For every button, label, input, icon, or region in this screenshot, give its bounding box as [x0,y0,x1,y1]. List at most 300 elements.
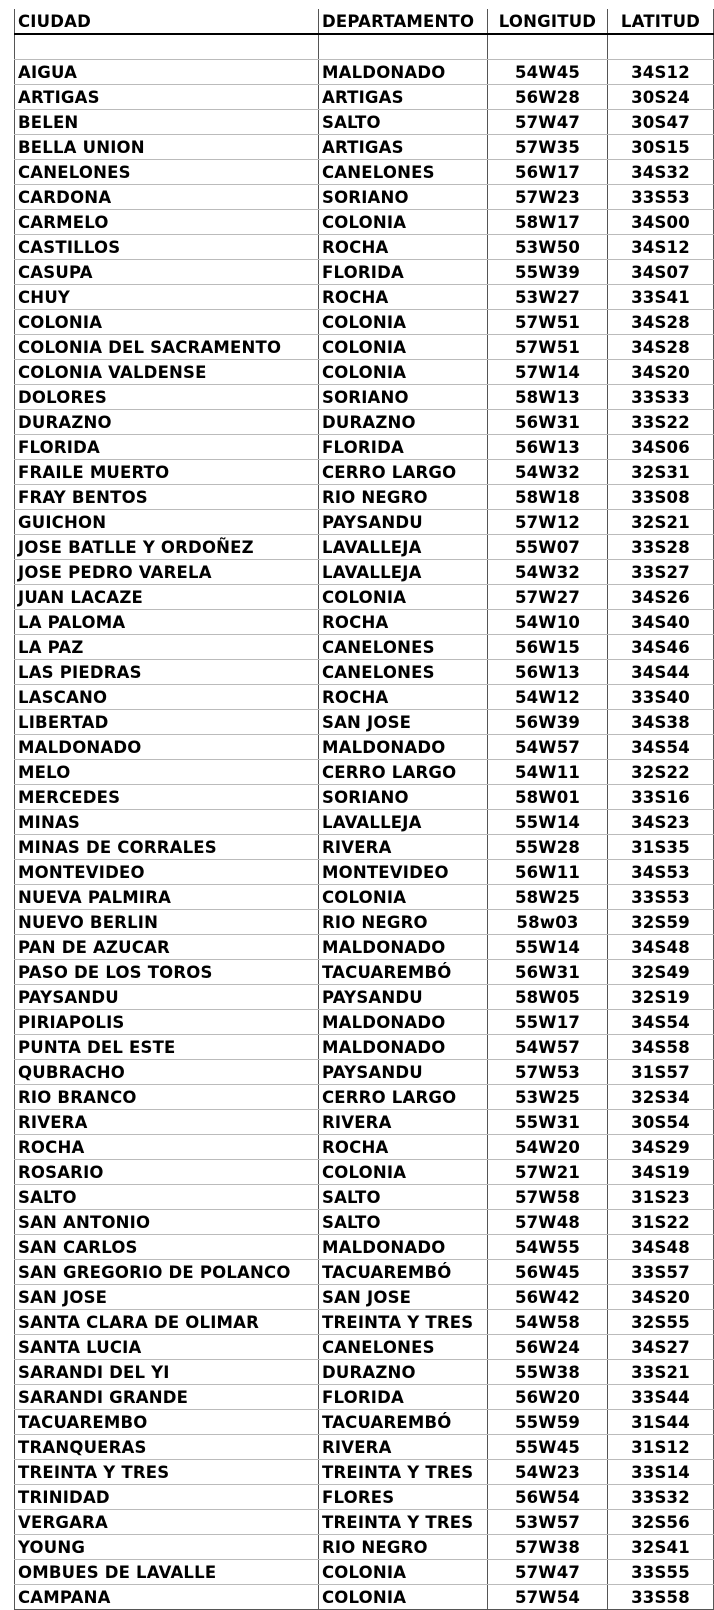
city-cell[interactable]: FLORIDA [15,435,319,460]
city-cell[interactable]: MERCEDES [15,785,319,810]
department-cell[interactable]: SORIANO [319,185,488,210]
department-cell[interactable]: FLORES [319,1485,488,1510]
city-cell[interactable]: LIBERTAD [15,710,319,735]
department-cell[interactable]: ROCHA [319,610,488,635]
latitude-cell[interactable]: 34S07 [608,260,714,285]
department-cell[interactable]: LAVALLEJA [319,535,488,560]
department-cell[interactable]: RIO NEGRO [319,485,488,510]
latitude-cell[interactable]: 30S47 [608,110,714,135]
department-cell[interactable]: COLONIA [319,885,488,910]
longitude-cell[interactable]: 55W39 [488,260,608,285]
latitude-cell[interactable]: 34S20 [608,1285,714,1310]
department-cell[interactable]: TACUAREMBÓ [319,1410,488,1435]
latitude-cell[interactable]: 32S49 [608,960,714,985]
blank-cell[interactable] [608,34,714,60]
longitude-cell[interactable]: 55W17 [488,1010,608,1035]
latitude-cell[interactable]: 33S27 [608,560,714,585]
latitude-cell[interactable]: 33S41 [608,285,714,310]
department-cell[interactable]: SALTO [319,1210,488,1235]
city-cell[interactable]: FRAILE MUERTO [15,460,319,485]
department-cell[interactable]: COLONIA [319,210,488,235]
latitude-cell[interactable]: 33S28 [608,535,714,560]
header-ciudad[interactable]: CIUDAD [15,9,319,34]
department-cell[interactable]: CANELONES [319,660,488,685]
table-row [15,110,714,135]
longitude-cell[interactable]: 55W14 [488,935,608,960]
longitude-cell[interactable]: 55W38 [488,1360,608,1385]
department-cell[interactable]: ROCHA [319,285,488,310]
longitude-cell[interactable]: 58W17 [488,210,608,235]
table-row [15,1460,714,1485]
city-cell[interactable]: PAYSANDU [15,985,319,1010]
longitude-cell[interactable]: 56W13 [488,435,608,460]
longitude-cell[interactable]: 57W51 [488,335,608,360]
longitude-cell[interactable]: 57W48 [488,1210,608,1235]
department-cell[interactable]: PAYSANDU [319,510,488,535]
department-cell[interactable]: LAVALLEJA [319,810,488,835]
longitude-cell[interactable]: 57W35 [488,135,608,160]
longitude-cell[interactable]: 58W05 [488,985,608,1010]
table-row [15,435,714,460]
department-cell[interactable]: SORIANO [319,785,488,810]
longitude-cell[interactable]: 55W28 [488,835,608,860]
latitude-cell[interactable]: 33S44 [608,1385,714,1410]
latitude-cell[interactable]: 32S41 [608,1535,714,1560]
longitude-cell[interactable]: 56W39 [488,710,608,735]
table-row [15,885,714,910]
department-cell[interactable]: ARTIGAS [319,135,488,160]
longitude-cell[interactable]: 57W38 [488,1535,608,1560]
department-cell[interactable]: FLORIDA [319,1385,488,1410]
longitude-cell[interactable]: 58W25 [488,885,608,910]
longitude-cell[interactable]: 54W55 [488,1235,608,1260]
city-cell[interactable]: MELO [15,760,319,785]
department-cell[interactable]: ROCHA [319,235,488,260]
latitude-cell[interactable]: 32S31 [608,460,714,485]
city-cell[interactable]: SAN GREGORIO DE POLANCO [15,1260,319,1285]
longitude-cell[interactable]: 54W12 [488,685,608,710]
table-row [15,210,714,235]
longitude-cell[interactable]: 57W51 [488,310,608,335]
header-longitud[interactable]: LONGITUD [488,9,608,34]
latitude-cell[interactable]: 30S24 [608,85,714,110]
table-row [15,135,714,160]
department-cell[interactable]: SAN JOSE [319,1285,488,1310]
department-cell[interactable]: CANELONES [319,635,488,660]
department-cell[interactable]: COLONIA [319,360,488,385]
latitude-cell[interactable]: 34S44 [608,660,714,685]
city-cell[interactable]: SALTO [15,1185,319,1210]
table-row [15,1485,714,1510]
city-cell[interactable]: TACUAREMBO [15,1410,319,1435]
longitude-cell[interactable]: 54W32 [488,560,608,585]
table-row [15,835,714,860]
longitude-cell[interactable]: 57W58 [488,1185,608,1210]
city-cell[interactable]: YOUNG [15,1535,319,1560]
department-cell[interactable]: MALDONADO [319,1035,488,1060]
latitude-cell[interactable]: 34S40 [608,610,714,635]
latitude-cell[interactable]: 34S48 [608,1235,714,1260]
longitude-cell[interactable]: 53W50 [488,235,608,260]
longitude-cell[interactable]: 57W54 [488,1585,608,1610]
department-cell[interactable]: MALDONADO [319,935,488,960]
city-cell[interactable]: PASO DE LOS TOROS [15,960,319,985]
department-cell[interactable]: TACUAREMBÓ [319,960,488,985]
latitude-cell[interactable]: 34S27 [608,1335,714,1360]
city-cell[interactable]: FRAY BENTOS [15,485,319,510]
latitude-cell[interactable]: 33S55 [608,1560,714,1585]
table-row [15,260,714,285]
table-row [15,1385,714,1410]
latitude-cell[interactable]: 31S22 [608,1210,714,1235]
latitude-cell[interactable]: 34S29 [608,1135,714,1160]
longitude-cell[interactable]: 56W15 [488,635,608,660]
table-row [15,1235,714,1260]
department-cell[interactable]: TREINTA Y TRES [319,1310,488,1335]
longitude-cell[interactable]: 55W59 [488,1410,608,1435]
longitude-cell[interactable]: 55W45 [488,1435,608,1460]
city-cell[interactable]: BELLA UNION [15,135,319,160]
longitude-cell[interactable]: 57W21 [488,1160,608,1185]
longitude-cell[interactable]: 54W57 [488,735,608,760]
longitude-cell[interactable]: 58W01 [488,785,608,810]
city-cell[interactable]: CASUPA [15,260,319,285]
city-cell[interactable]: DURAZNO [15,410,319,435]
department-cell[interactable]: DURAZNO [319,1360,488,1385]
department-cell[interactable]: MONTEVIDEO [319,860,488,885]
longitude-cell[interactable]: 54W45 [488,60,608,85]
blank-row [15,34,714,60]
longitude-cell[interactable]: 56W31 [488,960,608,985]
latitude-cell[interactable]: 34S23 [608,810,714,835]
longitude-cell[interactable]: 55W07 [488,535,608,560]
department-cell[interactable]: PAYSANDU [319,985,488,1010]
city-cell[interactable]: LA PAZ [15,635,319,660]
table-row [15,360,714,385]
longitude-cell[interactable]: 56W17 [488,160,608,185]
longitude-cell[interactable]: 53W57 [488,1510,608,1535]
latitude-cell[interactable]: 33S57 [608,1260,714,1285]
latitude-cell[interactable]: 32S59 [608,910,714,935]
department-cell[interactable]: RIVERA [319,1110,488,1135]
latitude-cell[interactable]: 33S33 [608,385,714,410]
latitude-cell[interactable]: 34S58 [608,1035,714,1060]
department-cell[interactable]: FLORIDA [319,435,488,460]
header-latitud[interactable]: LATITUD [608,9,714,34]
city-cell[interactable]: PIRIAPOLIS [15,1010,319,1035]
city-cell[interactable]: PUNTA DEL ESTE [15,1035,319,1060]
department-cell[interactable]: SORIANO [319,385,488,410]
latitude-cell[interactable]: 31S57 [608,1060,714,1085]
city-cell[interactable]: PAN DE AZUCAR [15,935,319,960]
city-cell[interactable]: MALDONADO [15,735,319,760]
latitude-cell[interactable]: 33S40 [608,685,714,710]
city-cell[interactable]: COLONIA DEL SACRAMENTO [15,335,319,360]
longitude-cell[interactable]: 55W14 [488,810,608,835]
department-cell[interactable]: MALDONADO [319,1235,488,1260]
city-cell[interactable]: JUAN LACAZE [15,585,319,610]
department-cell[interactable]: DURAZNO [319,410,488,435]
city-cell[interactable]: ARTIGAS [15,85,319,110]
table-row [15,1585,714,1610]
city-cell[interactable]: SANTA LUCIA [15,1335,319,1360]
department-cell[interactable]: CANELONES [319,160,488,185]
latitude-cell[interactable]: 33S32 [608,1485,714,1510]
latitude-cell[interactable]: 34S00 [608,210,714,235]
longitude-cell[interactable]: 56W28 [488,85,608,110]
department-cell[interactable]: PAYSANDU [319,1060,488,1085]
city-cell[interactable]: CANELONES [15,160,319,185]
blank-cell[interactable] [488,34,608,60]
longitude-cell[interactable]: 57W27 [488,585,608,610]
city-cell[interactable]: RIO BRANCO [15,1085,319,1110]
city-cell[interactable]: CHUY [15,285,319,310]
department-cell[interactable]: MALDONADO [319,735,488,760]
table-row [15,1560,714,1585]
table-row [15,1085,714,1110]
city-cell[interactable]: QUBRACHO [15,1060,319,1085]
department-cell[interactable]: COLONIA [319,1585,488,1610]
longitude-cell[interactable]: 57W53 [488,1060,608,1085]
city-cell[interactable]: JOSE PEDRO VARELA [15,560,319,585]
latitude-cell[interactable]: 32S55 [608,1310,714,1335]
latitude-cell[interactable]: 34S53 [608,860,714,885]
table-row [15,735,714,760]
city-cell[interactable]: CARMELO [15,210,319,235]
longitude-cell[interactable]: 54W20 [488,1135,608,1160]
department-cell[interactable]: COLONIA [319,1160,488,1185]
table-row [15,1135,714,1160]
city-cell[interactable]: TREINTA Y TRES [15,1460,319,1485]
table-row [15,785,714,810]
longitude-cell[interactable]: 56W42 [488,1285,608,1310]
city-cell[interactable]: DOLORES [15,385,319,410]
table-row [15,1260,714,1285]
table-row [15,1310,714,1335]
city-cell[interactable]: LASCANO [15,685,319,710]
department-cell[interactable]: CERRO LARGO [319,760,488,785]
longitude-cell[interactable]: 53W25 [488,1085,608,1110]
city-cell[interactable]: ROSARIO [15,1160,319,1185]
latitude-cell[interactable]: 32S34 [608,1085,714,1110]
table-row [15,510,714,535]
longitude-cell[interactable]: 56W45 [488,1260,608,1285]
latitude-cell[interactable]: 34S20 [608,360,714,385]
city-cell[interactable]: VERGARA [15,1510,319,1535]
city-cell[interactable]: LAS PIEDRAS [15,660,319,685]
department-cell[interactable]: RIO NEGRO [319,910,488,935]
department-cell[interactable]: CANELONES [319,1335,488,1360]
city-cell[interactable]: BELEN [15,110,319,135]
table-row [15,910,714,935]
blank-cell[interactable] [319,34,488,60]
blank-cell[interactable] [15,34,319,60]
longitude-cell[interactable]: 56W31 [488,410,608,435]
department-cell[interactable]: COLONIA [319,1560,488,1585]
table-row [15,1110,714,1135]
table-row [15,1510,714,1535]
latitude-cell[interactable]: 31S12 [608,1435,714,1460]
department-cell[interactable]: RIVERA [319,1435,488,1460]
department-cell[interactable]: SALTO [319,1185,488,1210]
latitude-cell[interactable]: 32S22 [608,760,714,785]
latitude-cell[interactable]: 31S23 [608,1185,714,1210]
department-cell[interactable]: SALTO [319,110,488,135]
latitude-cell[interactable]: 32S21 [608,510,714,535]
table-row [15,1035,714,1060]
table-row [15,760,714,785]
city-cell[interactable]: LA PALOMA [15,610,319,635]
department-cell[interactable]: LAVALLEJA [319,560,488,585]
department-cell[interactable]: RIO NEGRO [319,1535,488,1560]
latitude-cell[interactable]: 34S38 [608,710,714,735]
city-cell[interactable]: MONTEVIDEO [15,860,319,885]
city-cell[interactable]: MINAS DE CORRALES [15,835,319,860]
latitude-cell[interactable]: 34S12 [608,60,714,85]
latitude-cell[interactable]: 33S58 [608,1585,714,1610]
longitude-cell[interactable]: 53W27 [488,285,608,310]
department-cell[interactable]: TREINTA Y TRES [319,1510,488,1535]
longitude-cell[interactable]: 54W23 [488,1460,608,1485]
latitude-cell[interactable]: 33S53 [608,185,714,210]
department-cell[interactable]: RIVERA [319,835,488,860]
department-cell[interactable]: SAN JOSE [319,710,488,735]
department-cell[interactable]: FLORIDA [319,260,488,285]
department-cell[interactable]: MALDONADO [319,1010,488,1035]
department-cell[interactable]: TACUAREMBÓ [319,1260,488,1285]
longitude-cell[interactable]: 54W32 [488,460,608,485]
city-cell[interactable]: SARANDI DEL YI [15,1360,319,1385]
header-row [15,9,714,34]
table-row [15,385,714,410]
header-departamento[interactable]: DEPARTAMENTO [319,9,488,34]
longitude-cell[interactable]: 54W11 [488,760,608,785]
longitude-cell[interactable]: 57W47 [488,1560,608,1585]
table-row [15,1435,714,1460]
latitude-cell[interactable]: 34S32 [608,160,714,185]
city-cell[interactable]: OMBUES DE LAVALLE [15,1560,319,1585]
longitude-cell[interactable]: 54W58 [488,1310,608,1335]
latitude-cell[interactable]: 31S44 [608,1410,714,1435]
longitude-cell[interactable]: 57W12 [488,510,608,535]
latitude-cell[interactable]: 33S14 [608,1460,714,1485]
longitude-cell[interactable]: 57W47 [488,110,608,135]
department-cell[interactable]: ARTIGAS [319,85,488,110]
latitude-cell[interactable]: 34S48 [608,935,714,960]
longitude-cell[interactable]: 58W13 [488,385,608,410]
longitude-cell[interactable]: 54W10 [488,610,608,635]
latitude-cell[interactable]: 34S19 [608,1160,714,1185]
department-cell[interactable]: COLONIA [319,335,488,360]
longitude-cell[interactable]: 54W57 [488,1035,608,1060]
latitude-cell[interactable]: 33S16 [608,785,714,810]
department-cell[interactable]: CERRO LARGO [319,1085,488,1110]
latitude-cell[interactable]: 33S21 [608,1360,714,1385]
city-cell[interactable]: COLONIA VALDENSE [15,360,319,385]
longitude-cell[interactable]: 57W23 [488,185,608,210]
table-row [15,1210,714,1235]
latitude-cell[interactable]: 33S53 [608,885,714,910]
table-row [15,560,714,585]
latitude-cell[interactable]: 34S28 [608,335,714,360]
longitude-cell[interactable]: 56W13 [488,660,608,685]
latitude-cell[interactable]: 34S26 [608,585,714,610]
longitude-cell[interactable]: 58w03 [488,910,608,935]
latitude-cell[interactable]: 33S22 [608,410,714,435]
city-cell[interactable]: TRANQUERAS [15,1435,319,1460]
city-cell[interactable]: CARDONA [15,185,319,210]
city-cell[interactable]: SAN ANTONIO [15,1210,319,1235]
latitude-cell[interactable]: 34S28 [608,310,714,335]
longitude-cell[interactable]: 56W54 [488,1485,608,1510]
department-cell[interactable]: COLONIA [319,310,488,335]
city-cell[interactable]: NUEVA PALMIRA [15,885,319,910]
city-cell[interactable]: SARANDI GRANDE [15,1385,319,1410]
table-row [15,310,714,335]
city-cell[interactable]: SAN JOSE [15,1285,319,1310]
latitude-cell[interactable]: 30S54 [608,1110,714,1135]
latitude-cell[interactable]: 32S56 [608,1510,714,1535]
table-row [15,460,714,485]
table-row [15,160,714,185]
longitude-cell[interactable]: 56W11 [488,860,608,885]
city-cell[interactable]: NUEVO BERLIN [15,910,319,935]
table-row [15,485,714,510]
department-cell[interactable]: ROCHA [319,1135,488,1160]
table-row [15,1335,714,1360]
longitude-cell[interactable]: 58W18 [488,485,608,510]
department-cell[interactable]: CERRO LARGO [319,460,488,485]
latitude-cell[interactable]: 30S15 [608,135,714,160]
city-cell[interactable]: COLONIA [15,310,319,335]
city-cell[interactable]: CASTILLOS [15,235,319,260]
city-cell[interactable]: AIGUA [15,60,319,85]
table-row [15,1185,714,1210]
table-row [15,410,714,435]
department-cell[interactable]: TREINTA Y TRES [319,1460,488,1485]
longitude-cell[interactable]: 57W14 [488,360,608,385]
table-row [15,710,714,735]
city-cell[interactable]: SAN CARLOS [15,1235,319,1260]
longitude-cell[interactable]: 56W20 [488,1385,608,1410]
department-cell[interactable]: COLONIA [319,585,488,610]
longitude-cell[interactable]: 55W31 [488,1110,608,1135]
latitude-cell[interactable]: 34S06 [608,435,714,460]
table-row [15,1060,714,1085]
latitude-cell[interactable]: 31S35 [608,835,714,860]
department-cell[interactable]: MALDONADO [319,60,488,85]
city-cell[interactable]: MINAS [15,810,319,835]
city-cell[interactable]: ROCHA [15,1135,319,1160]
latitude-cell[interactable]: 34S54 [608,1010,714,1035]
city-cell[interactable]: GUICHON [15,510,319,535]
latitude-cell[interactable]: 34S46 [608,635,714,660]
department-cell[interactable]: ROCHA [319,685,488,710]
city-cell[interactable]: RIVERA [15,1110,319,1135]
table-row [15,610,714,635]
latitude-cell[interactable]: 33S08 [608,485,714,510]
latitude-cell[interactable]: 34S12 [608,235,714,260]
latitude-cell[interactable]: 34S54 [608,735,714,760]
city-cell[interactable]: CAMPANA [15,1585,319,1610]
longitude-cell[interactable]: 56W24 [488,1335,608,1360]
city-cell[interactable]: SANTA CLARA DE OLIMAR [15,1310,319,1335]
table-row [15,285,714,310]
city-cell[interactable]: TRINIDAD [15,1485,319,1510]
table-row [15,1285,714,1310]
city-cell[interactable]: JOSE BATLLE Y ORDOÑEZ [15,535,319,560]
latitude-cell[interactable]: 32S19 [608,985,714,1010]
